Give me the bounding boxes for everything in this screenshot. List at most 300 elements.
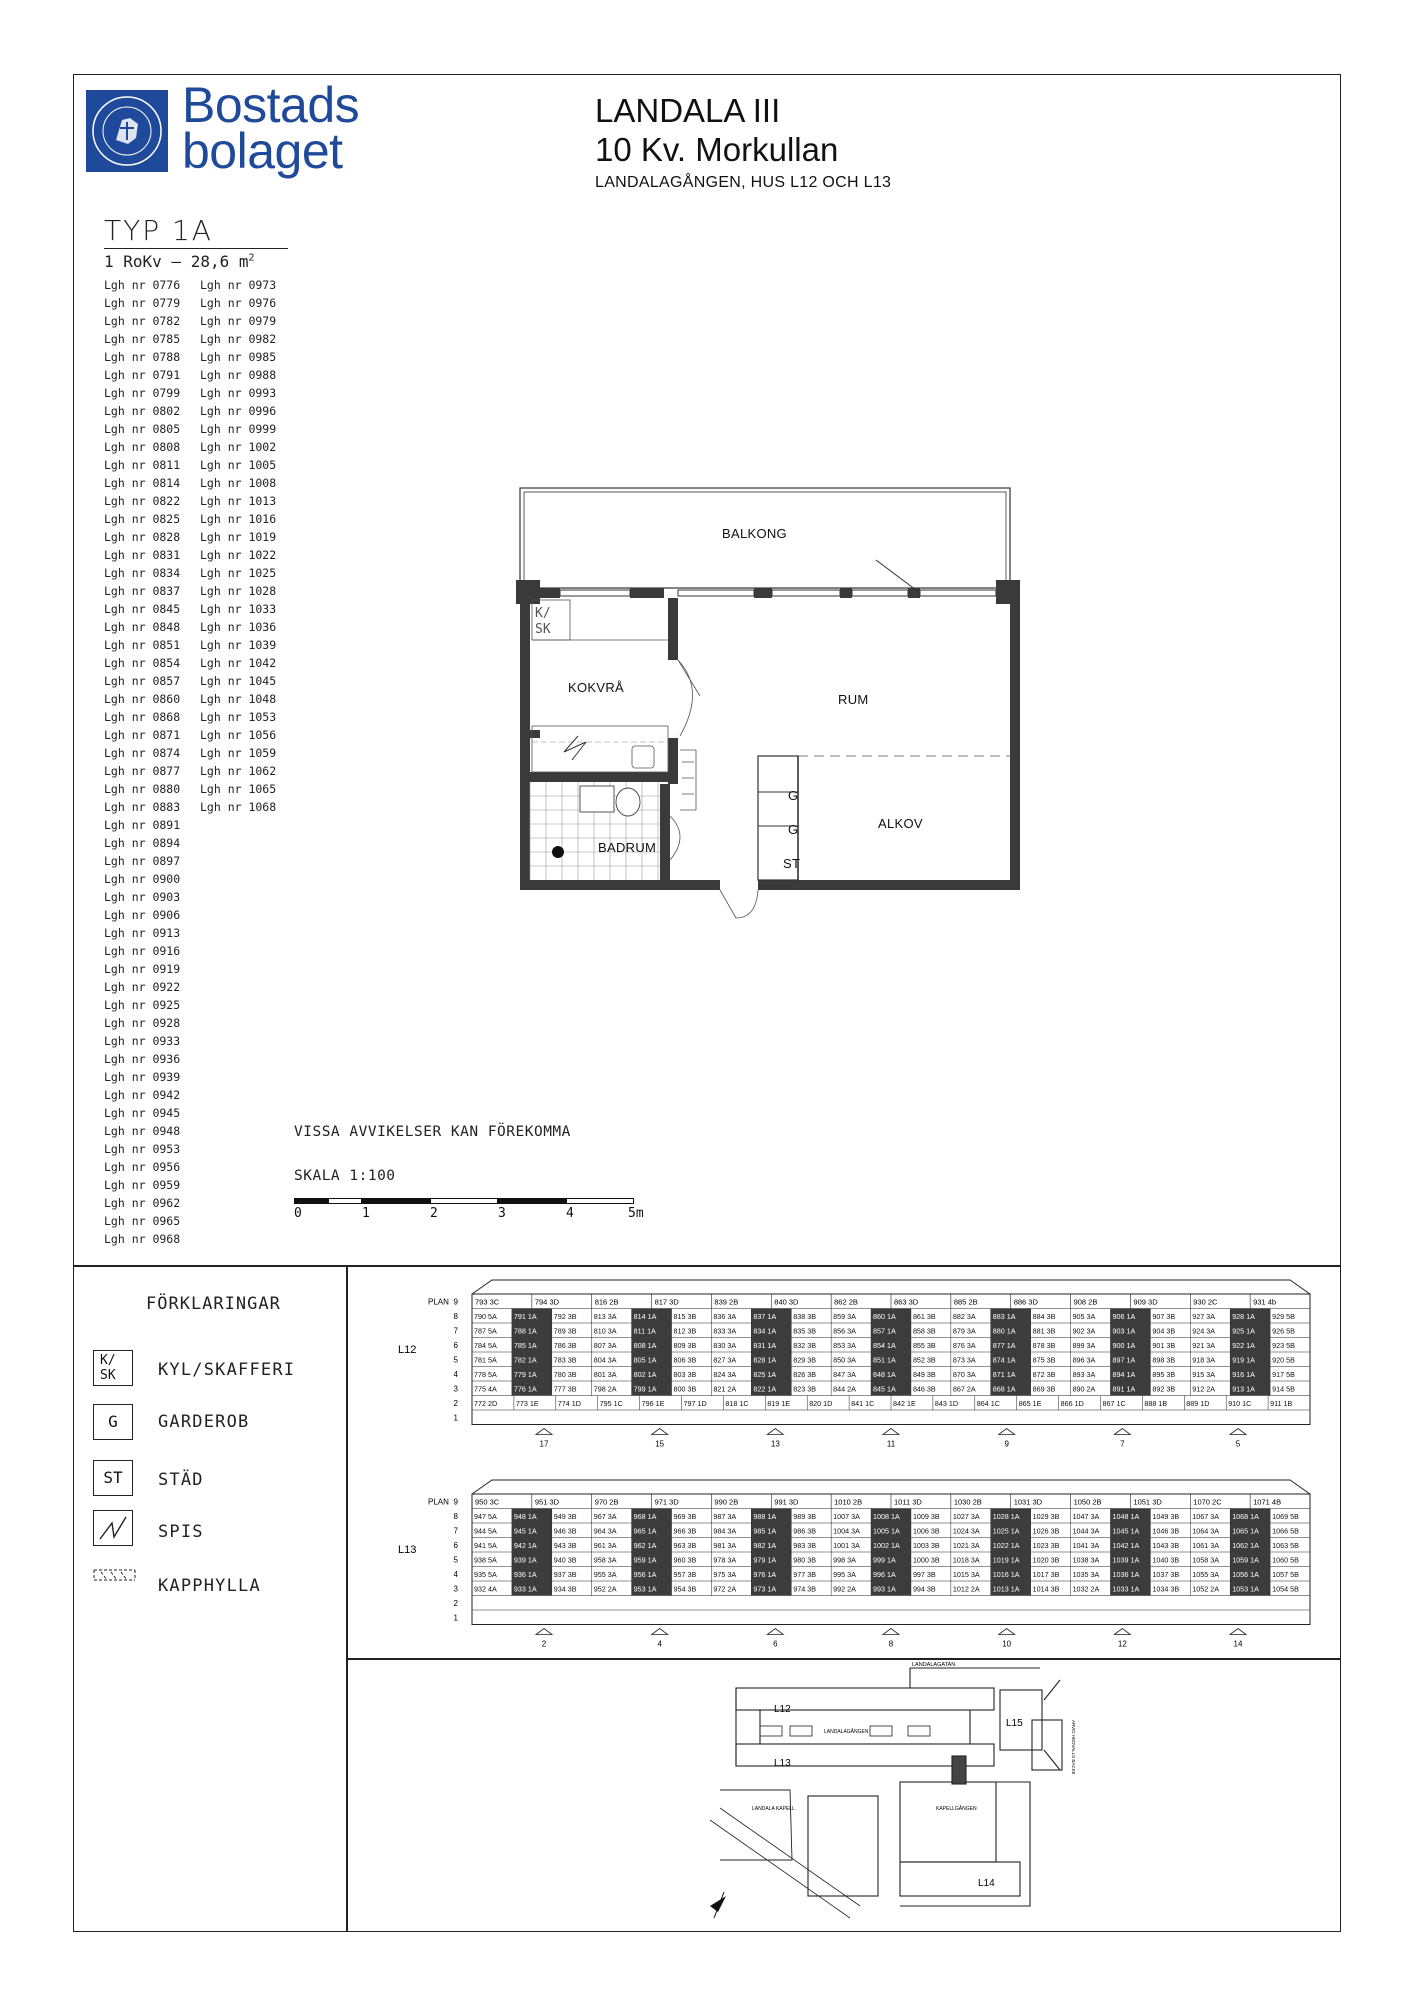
apartment-number: Lgh nr 0845 [104,602,181,616]
l12-unit-cell: 875 3B [1032,1355,1056,1365]
legend-ksk-symbol: K/ SK [93,1350,133,1386]
apartment-number: Lgh nr 0868 [104,710,181,724]
l12-unit-cell: 808 1A [633,1340,657,1350]
l13-unit-cell: 980 3B [793,1555,817,1565]
l12-unit-cell: 879 3A [952,1326,976,1336]
apartment-number: Lgh nr 0976 [200,296,277,310]
l12-unit-cell: 773 1E [515,1398,539,1408]
scale-tick-label: 2 [430,1206,438,1221]
l12-unit-cell: 821 2A [713,1384,737,1394]
l13-floor-number: 7 [453,1526,458,1536]
l12-top-cell: 863 3D [894,1297,919,1307]
l13-unit-cell: 966 3B [673,1526,697,1536]
l12-unit-cell: 859 3A [833,1311,856,1321]
l13-floor-number: 4 [453,1569,458,1579]
l12-unit-cell: 897 1A [1112,1355,1136,1365]
l12-unit-cell: 923 5B [1272,1340,1295,1350]
l12-floor-number: 3 [453,1384,458,1394]
l12-unit-cell: 851 1A [873,1355,896,1365]
l12-floor-number: 8 [453,1311,458,1321]
l13-unit-cell: 975 3A [713,1569,737,1579]
apartment-number: Lgh nr 0903 [104,890,181,904]
l12-unit-cell: 785 1A [513,1340,537,1350]
l13-unit-cell: 1068 1A [1232,1511,1259,1521]
legend-st-symbol: ST [93,1460,133,1496]
l13-entrance-icon [883,1629,899,1635]
l12-unit-cell: 811 1A [633,1326,656,1336]
l13-unit-cell: 940 3B [553,1555,577,1565]
l13-unit-cell: 943 3B [553,1540,577,1550]
apartment-number: Lgh nr 0945 [104,1106,181,1120]
apartment-number: Lgh nr 1033 [200,602,277,616]
l13-unit-cell: 1017 3B [1032,1569,1060,1579]
l12-floor-number: 1 [453,1413,458,1423]
l13-unit-cell: 1065 1A [1232,1526,1259,1536]
apartment-number: Lgh nr 0973 [200,278,277,292]
apartment-number: Lgh nr 1042 [200,656,277,670]
l13-unit-cell: 1045 1A [1112,1526,1140,1536]
l12-unit-cell: 853 3A [833,1340,856,1350]
site-l14: L14 [978,1878,995,1889]
apartment-number: Lgh nr 1008 [200,476,277,490]
l13-unit-cell: 968 1A [633,1511,657,1521]
l12-unit-cell: 913 1A [1232,1384,1255,1394]
l13-floor-number: 6 [453,1540,458,1550]
l13-unit-cell: 947 5A [474,1511,497,1521]
apartment-number: Lgh nr 0993 [200,386,277,400]
l12-unit-cell: 883 1A [992,1311,1016,1321]
l12-unit-cell: 899 3A [1072,1340,1096,1350]
l13-unit-cell: 994 3B [912,1584,936,1594]
l12-unit-cell: 780 3B [553,1369,577,1379]
apartment-number: Lgh nr 0779 [104,296,181,310]
scale-tick-label: 4 [566,1206,574,1221]
l13-unit-cell: 1048 1A [1112,1511,1140,1521]
l12-unit-cell: 834 1A [753,1326,777,1336]
l13-unit-cell: 954 3B [673,1584,697,1594]
l13-unit-cell: 1052 2A [1192,1584,1220,1594]
l12-unit-cell: 920 5B [1272,1355,1295,1365]
l12-floor-number: 7 [453,1326,458,1336]
l12-top-cell: 816 2B [594,1297,619,1307]
l12-unit-cell: 835 3B [793,1326,817,1336]
scale-tick-label: 1 [362,1206,370,1221]
ksk-label-line2: SK [535,622,551,637]
l12-unit-cell: 820 1D [809,1398,833,1408]
apartment-number: Lgh nr 0799 [104,386,181,400]
l13-unit-cell: 1061 3A [1192,1540,1220,1550]
l12-unit-cell: 927 3A [1192,1311,1216,1321]
l13-unit-cell: 939 1A [513,1555,537,1565]
apartment-number: Lgh nr 0906 [104,908,181,922]
l12-unit-cell: 922 1A [1232,1340,1255,1350]
l13-unit-cell: 984 3A [713,1526,737,1536]
l13-unit-cell: 936 1A [513,1569,537,1579]
apartment-number: Lgh nr 1005 [200,458,277,472]
l12-unit-cell: 867 1C [1102,1398,1126,1408]
l13-unit-cell: 1009 3B [912,1511,940,1521]
deviation-note: VISSA AVVIKELSER KAN FÖREKOMMA [294,1124,571,1140]
l13-unit-cell: 1069 5B [1272,1511,1299,1521]
l13-unit-cell: 983 3B [793,1540,817,1550]
l13-unit-cell: 933 1A [513,1584,537,1594]
l12-unit-cell: 791 1A [513,1311,537,1321]
l12-unit-cell: 844 2A [833,1384,856,1394]
site-street-top: LANDALAGATAN [912,1662,956,1668]
l12-unit-cell: 857 1A [873,1326,896,1336]
l13-floor-number: 5 [453,1555,458,1565]
room-kitchenette: KOKVRÅ [568,680,624,695]
l13-entrance-number: 4 [657,1639,662,1649]
l13-unit-cell: 965 1A [633,1526,657,1536]
l13-entrance-number: 6 [773,1639,778,1649]
l12-unit-cell: 904 3B [1152,1326,1176,1336]
l12-unit-cell: 801 3A [593,1369,617,1379]
apartment-number: Lgh nr 1059 [200,746,277,760]
l12-unit-cell: 880 1A [992,1326,1016,1336]
site-street-side: ARVID HEDVALLS BACKE [1071,1720,1076,1775]
l12-entrance-icon [999,1429,1015,1435]
l13-entrance-icon [1230,1629,1246,1635]
apartment-number: Lgh nr 1036 [200,620,277,634]
l12-unit-cell: 866 1D [1060,1398,1084,1408]
room-alcove: ALKOV [878,816,923,831]
l13-unit-cell: 1047 3A [1072,1511,1100,1521]
apartment-number: Lgh nr 0996 [200,404,277,418]
l13-unit-cell: 958 3A [593,1555,617,1565]
room-balcony: BALKONG [722,526,787,541]
l13-unit-cell: 1023 3B [1032,1540,1060,1550]
l12-entrance-number: 5 [1235,1439,1241,1449]
apartment-number: Lgh nr 0880 [104,782,181,796]
apartment-number: Lgh nr 0999 [200,422,277,436]
l12-entrance-number: 7 [1120,1439,1125,1449]
l13-unit-cell: 1027 3A [952,1511,980,1521]
l12-label: L12 [398,1343,417,1356]
l12-unit-cell: 929 5B [1272,1311,1295,1321]
l13-unit-cell: 972 2A [713,1584,737,1594]
l13-entrance-number: 8 [888,1639,894,1649]
l12-unit-cell: 890 2A [1072,1384,1096,1394]
l13-unit-cell: 1038 3A [1072,1555,1100,1565]
l12-unit-cell: 802 1A [633,1369,657,1379]
l13-floor-number: 2 [453,1598,458,1608]
l13-unit-cell: 1042 1A [1112,1540,1140,1550]
logo-line1: Bostads [182,77,360,133]
l12-unit-cell: 892 3B [1152,1384,1176,1394]
l12-entrance-number: 9 [1004,1439,1009,1449]
apartment-number: Lgh nr 0854 [104,656,181,670]
apartment-number: Lgh nr 0965 [104,1214,181,1228]
apartment-number: Lgh nr 0860 [104,692,181,706]
l12-top-cell: 931 4b [1253,1297,1277,1307]
room-bathroom: BADRUM [598,840,657,855]
l13-unit-cell: 956 1A [633,1569,657,1579]
l13-floor-number: 9 [453,1497,458,1507]
l13-unit-cell: 974 3B [793,1584,817,1594]
site-l15: L15 [1006,1718,1023,1729]
apartment-number: Lgh nr 1053 [200,710,277,724]
l13-unit-cell: 996 1A [873,1569,896,1579]
l12-unit-cell: 893 3A [1072,1369,1096,1379]
l12-unit-cell: 896 3A [1072,1355,1096,1365]
l12-unit-cell: 912 2A [1192,1384,1216,1394]
l13-top-cell: 1031 3D [1013,1497,1043,1507]
l12-entrance-icon [1114,1429,1130,1435]
l13-top-cell: 1010 2B [834,1497,863,1507]
apartment-number: Lgh nr 0831 [104,548,181,562]
l13-unit-cell: 973 1A [753,1584,777,1594]
apartment-number: Lgh nr 0837 [104,584,181,598]
l12-top-cell: 793 3C [475,1297,500,1307]
l13-unit-cell: 1024 3A [952,1526,980,1536]
apartment-number: Lgh nr 0985 [200,350,277,364]
legend-g-symbol: G [93,1404,133,1440]
l13-unit-cell: 1014 3B [1032,1584,1060,1594]
scale-tick-label: 0 [294,1206,302,1221]
apartment-number: Lgh nr 0877 [104,764,181,778]
l12-unit-cell: 804 3A [593,1355,617,1365]
l12-unit-cell: 789 3B [553,1326,577,1336]
l12-unit-cell: 815 3B [673,1311,697,1321]
l13-unit-cell: 932 4A [474,1584,497,1594]
l13-unit-cell: 1067 3A [1192,1511,1220,1521]
l13-entrance-number: 2 [541,1639,547,1649]
l12-unit-cell: 776 1A [513,1384,537,1394]
apartment-number: Lgh nr 0913 [104,926,181,940]
l13-label: L13 [398,1543,417,1556]
l13-unit-cell: 1049 3B [1152,1511,1180,1521]
l12-top-cell: 794 3D [534,1297,560,1307]
l13-top-cell: 950 3C [475,1497,500,1507]
l12-unit-cell: 805 1A [633,1355,657,1365]
apartment-number: Lgh nr 1016 [200,512,277,526]
ksk-label-line1: K/ [535,606,551,621]
apartment-number: Lgh nr 0785 [104,332,181,346]
apartment-number: Lgh nr 0814 [104,476,181,490]
l12-unit-cell: 867 2A [952,1384,976,1394]
l13-unit-cell: 987 3A [713,1511,737,1521]
apartment-number: Lgh nr 0979 [200,314,277,328]
l13-unit-cell: 1002 1A [873,1540,900,1550]
l12-unit-cell: 800 3B [673,1384,697,1394]
l12-unit-cell: 924 3A [1192,1326,1216,1336]
apartment-number: Lgh nr 0776 [104,278,181,292]
l13-unit-cell: 1020 3B [1032,1555,1060,1565]
l13-unit-cell: 935 5A [474,1569,497,1579]
l12-unit-cell: 830 3A [713,1340,737,1350]
l12-unit-cell: 782 1A [513,1355,537,1365]
l13-unit-cell: 985 1A [753,1526,777,1536]
l12-entrance-icon [536,1429,552,1435]
l12-unit-cell: 783 3B [553,1355,577,1365]
project-title: LANDALA III [595,92,781,129]
l13-unit-cell: 1001 3A [833,1540,860,1550]
l12-entrance-number: 17 [539,1439,549,1449]
l12-floor-number: 5 [453,1355,458,1365]
l13-unit-cell: 969 3B [673,1511,697,1521]
l12-unit-cell: 812 3B [673,1326,697,1336]
l13-unit-cell: 1032 2A [1072,1584,1100,1594]
apartment-number: Lgh nr 0962 [104,1196,181,1210]
l13-top-cell: 1011 3D [894,1497,922,1507]
l12-unit-cell: 903 1A [1112,1326,1136,1336]
l13-unit-cell: 1057 5B [1272,1569,1299,1579]
apartment-number: Lgh nr 0891 [104,818,181,832]
l12-unit-cell: 895 3B [1152,1369,1176,1379]
l12-unit-cell: 822 1A [753,1384,777,1394]
l13-unit-cell: 1063 5B [1272,1540,1299,1550]
l12-unit-cell: 778 5A [474,1369,497,1379]
l13-unit-cell: 1007 3A [833,1511,860,1521]
l13-unit-cell: 946 3B [553,1526,577,1536]
l12-unit-cell: 889 1D [1186,1398,1210,1408]
apartment-number: Lgh nr 1022 [200,548,277,562]
apartment-number: Lgh nr 0791 [104,368,181,382]
apartment-number: Lgh nr 0956 [104,1160,181,1174]
l12-unit-cell: 916 1A [1232,1369,1255,1379]
site-l13: L13 [774,1758,791,1769]
l13-plan-label: PLAN [428,1497,449,1507]
l12-unit-cell: 836 3A [713,1311,737,1321]
apartment-number: Lgh nr 0953 [104,1142,181,1156]
l12-unit-cell: 865 1E [1018,1398,1042,1408]
site-map [700,1660,1140,1925]
l13-unit-cell: 955 3A [593,1569,617,1579]
l12-unit-cell: 786 3B [553,1340,577,1350]
l12-unit-cell: 852 3B [912,1355,936,1365]
l12-top-cell: 885 2B [953,1297,978,1307]
l12-unit-cell: 874 1A [992,1355,1016,1365]
l12-unit-cell: 833 3A [713,1326,737,1336]
apartment-number: Lgh nr 0936 [104,1052,181,1066]
l13-top-cell: 970 2B [594,1497,619,1507]
room-main: RUM [838,692,869,707]
l12-unit-cell: 831 1A [753,1340,777,1350]
l13-unit-cell: 995 3A [833,1569,856,1579]
l12-unit-cell: 860 1A [873,1311,896,1321]
apartment-number: Lgh nr 0811 [104,458,181,472]
l13-unit-cell: 1056 1A [1232,1569,1259,1579]
apartment-number: Lgh nr 0897 [104,854,181,868]
apartment-number: Lgh nr 0802 [104,404,181,418]
l13-unit-cell: 1021 3A [952,1540,980,1550]
l12-entrance-number: 15 [655,1439,665,1449]
apartment-number: Lgh nr 0919 [104,962,181,976]
l12-unit-cell: 915 3A [1192,1369,1216,1379]
l12-top-cell: 862 2B [834,1297,858,1307]
scale-tick-label: 3 [498,1206,506,1221]
l13-top-cell: 971 3D [654,1497,679,1507]
l12-top-cell: 886 3D [1013,1297,1038,1307]
l12-roof [472,1280,1310,1294]
scale-tick-label: 5m [628,1206,644,1221]
logo-line2: bolaget [182,123,343,179]
l12-entrance-icon [767,1429,783,1435]
l13-floor-number: 8 [453,1511,458,1521]
l12-unit-cell: 878 3B [1032,1340,1056,1350]
l12-unit-cell: 858 3B [912,1326,936,1336]
l12-unit-cell: 774 1D [557,1398,581,1408]
l12-unit-cell: 864 1C [976,1398,1000,1408]
l12-unit-cell: 788 1A [513,1326,537,1336]
l12-top-cell: 840 3D [774,1297,799,1307]
unit-type: TYP 1A [104,214,213,247]
l12-unit-cell: 928 1A [1232,1311,1255,1321]
apartment-number: Lgh nr 0894 [104,836,181,850]
l13-roof [472,1480,1310,1494]
l12-unit-cell: 777 3B [553,1384,577,1394]
l13-unit-cell: 949 3B [553,1511,577,1521]
l13-entrance-icon [652,1629,668,1635]
l13-unit-cell: 942 1A [513,1540,537,1550]
l12-unit-cell: 841 1C [851,1398,875,1408]
l13-top-cell: 1051 3D [1133,1497,1162,1507]
apartment-number: Lgh nr 1028 [200,584,277,598]
l13-top-cell: 1070 2C [1193,1497,1222,1507]
l13-unit-cell: 988 1A [753,1511,777,1521]
l13-entrance-number: 12 [1117,1639,1127,1649]
l13-unit-cell: 1026 3B [1032,1526,1060,1536]
l13-unit-cell: 945 1A [513,1526,537,1536]
l13-unit-cell: 1033 1A [1112,1584,1140,1594]
l12-unit-cell: 925 1A [1232,1326,1255,1336]
l13-unit-cell: 1055 3A [1192,1569,1220,1579]
l13-unit-cell: 937 3B [553,1569,577,1579]
l12-unit-cell: 907 3B [1152,1311,1176,1321]
l13-entrance-icon [536,1629,552,1635]
l13-unit-cell: 961 3A [593,1540,617,1550]
l12-unit-cell: 888 1B [1144,1398,1168,1408]
l12-unit-cell: 900 1A [1112,1340,1136,1350]
l12-unit-cell: 906 1A [1112,1311,1136,1321]
l12-floor-number: 2 [453,1398,458,1408]
project-address: LANDALAGÅNGEN, HUS L12 OCH L13 [595,174,892,191]
l13-unit-cell: 1046 3B [1152,1526,1180,1536]
l13-unit-cell: 981 3A [713,1540,737,1550]
l13-unit-cell: 1058 3A [1192,1555,1220,1565]
l12-unit-cell: 919 1A [1232,1355,1255,1365]
l13-unit-cell: 976 1A [753,1569,777,1579]
apartment-number: Lgh nr 0942 [104,1088,181,1102]
l12-unit-cell: 825 1A [753,1369,777,1379]
l12-unit-cell: 918 3A [1192,1355,1216,1365]
apartment-number: Lgh nr 0922 [104,980,181,994]
l12-unit-cell: 898 3B [1152,1355,1176,1365]
l13-unit-cell: 1043 3B [1152,1540,1180,1550]
cleaning-closet: ST [783,856,801,871]
apartment-number: Lgh nr 0834 [104,566,181,580]
l12-unit-cell: 881 3B [1032,1326,1056,1336]
l12-unit-cell: 838 3B [793,1311,817,1321]
l13-unit-cell: 967 3A [593,1511,617,1521]
l12-unit-cell: 894 1A [1112,1369,1136,1379]
l12-unit-cell: 856 3A [833,1326,856,1336]
l13-top-cell: 990 2B [714,1497,739,1507]
l13-unit-cell: 1003 3B [912,1540,940,1550]
apartment-number: Lgh nr 1045 [200,674,277,688]
l13-unit-cell: 944 5A [474,1526,497,1536]
l13-unit-cell: 979 1A [753,1555,777,1565]
apartment-number: Lgh nr 1025 [200,566,277,580]
l12-top-cell: 817 3D [654,1297,679,1307]
l13-unit-cell: 989 3B [793,1511,817,1521]
l13-unit-cell: 982 1A [753,1540,777,1550]
l13-top-cell: 991 3D [774,1497,799,1507]
l13-unit-cell: 963 3B [673,1540,697,1550]
l13-unit-cell: 1039 1A [1112,1555,1140,1565]
l12-unit-cell: 873 3A [952,1355,976,1365]
